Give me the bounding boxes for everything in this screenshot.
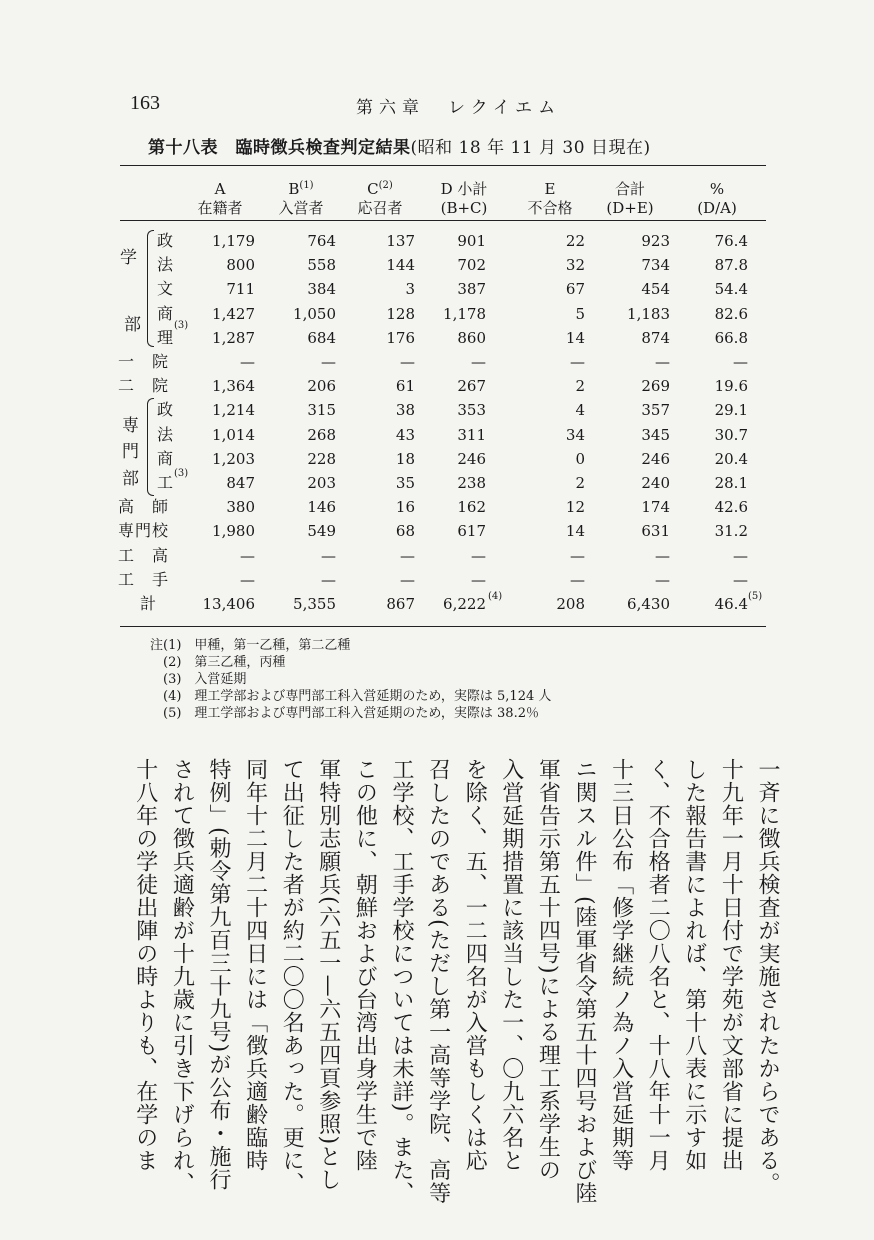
chapter-title: 第六章 レクイエム	[356, 98, 562, 118]
table-cell: 764	[307, 232, 336, 250]
table-cell: 206	[307, 377, 336, 396]
table-cell: 12	[565, 498, 585, 517]
table-cell: 68	[395, 522, 415, 541]
group-label-gakubu-2: 部	[124, 315, 141, 335]
table-cell: —	[471, 570, 486, 589]
table-cell: 13,406	[202, 595, 255, 613]
table-cell: 20.4	[714, 449, 748, 468]
row-label: 商	[157, 448, 174, 468]
table-cell: 345	[641, 425, 670, 444]
table-cell: 246	[641, 449, 670, 468]
table-cell: 2	[575, 474, 585, 492]
table-notes	[150, 637, 551, 722]
table-cell: —	[655, 570, 670, 589]
table-cell: 267	[457, 377, 486, 396]
table-cell: —	[240, 570, 255, 589]
table-cell: 901	[457, 232, 486, 250]
table-cell: —	[471, 353, 486, 371]
table-cell: 87.8	[714, 256, 748, 275]
table-cell: 30.7	[714, 425, 748, 444]
row-label: 二 院	[118, 376, 170, 396]
row-label: 工 手	[118, 569, 170, 589]
body-text-column: 一斉に徴兵検査が実施されたからである。	[755, 758, 780, 1195]
table-cell: 1,050	[293, 304, 336, 323]
table-title	[148, 133, 651, 158]
table-cell: 246	[457, 449, 486, 468]
table-cell: 203	[307, 474, 336, 492]
table-cell: —	[570, 353, 585, 371]
table-cell: 54.4	[714, 280, 748, 299]
table-cell: 454	[641, 280, 670, 299]
table-cell: —	[655, 546, 670, 565]
table-cell: 380	[226, 498, 255, 517]
group-label-senmon-3: 部	[122, 469, 139, 489]
column-header-top: D 小計	[440, 180, 488, 198]
table-cell: 711	[226, 280, 255, 299]
body-text-column: 軍省告示第五十四号)による理工系学生の	[535, 758, 561, 1182]
body-text-column: 軍特別志願兵(六五一—六五四頁参照)とし	[315, 758, 341, 1192]
column-header	[185, 176, 255, 218]
group-label-senmon-1: 専	[122, 416, 139, 436]
table-cell: 137	[386, 232, 415, 250]
row-label: 一 院	[118, 352, 170, 371]
table-cell: 1,014	[212, 425, 255, 444]
table-cell: 14	[565, 328, 585, 347]
brace-gakubu	[147, 230, 154, 347]
footnote-mark-total-pct: (5)	[748, 591, 763, 602]
table-cell: 1,427	[212, 304, 255, 323]
table-cell: —	[240, 353, 255, 371]
table-cell: 357	[641, 401, 670, 420]
column-header-bottom: (B+C)	[440, 199, 488, 217]
table-bottom-rule	[120, 626, 766, 627]
table-cell: 31.2	[714, 522, 748, 541]
table-cell: 702	[457, 256, 486, 275]
note-line: (4) 理工学部および専門部工科入営延期のため，実際は 5,124 人	[150, 689, 552, 704]
body-text-column: 同年十二月二十四日には「徴兵適齢臨時	[242, 758, 268, 1172]
row-label: 文	[157, 279, 174, 299]
brace-senmonbu	[147, 398, 154, 496]
row-label: 法	[157, 424, 174, 444]
table-cell: 353	[457, 401, 486, 420]
table-cell: 1,287	[212, 328, 255, 347]
table-cell: 29.1	[714, 401, 748, 420]
column-header-bottom: 入営者	[278, 199, 324, 217]
table-cell: 162	[457, 498, 486, 517]
table-cell: 176	[386, 328, 415, 347]
column-header-top: 合計	[614, 180, 645, 198]
table-cell: —	[471, 546, 486, 565]
table-cell: 311	[457, 425, 486, 444]
table-cell: 1,214	[212, 401, 255, 420]
column-header-bottom: 応召者	[357, 199, 403, 217]
table-cell: —	[733, 546, 748, 565]
table-cell: 268	[307, 425, 336, 444]
body-text-column: されて徴兵適齢が十九歳に引き下げられ、	[169, 758, 195, 1195]
row-label: 法	[157, 255, 174, 275]
note-line: 注(1) 甲種，第一乙種，第二乙種	[150, 638, 351, 653]
table-cell: 315	[307, 401, 336, 420]
body-text-column: を除く、五、一二四名が入営もしくは応	[462, 758, 488, 1172]
table-cell: 19.6	[714, 377, 748, 396]
footnote-mark-total-d: (4)	[488, 591, 503, 602]
footnote-mark-ri: (3)	[174, 320, 189, 331]
column-header	[682, 176, 752, 218]
body-text-column: く、不合格者二〇八名と、十八年十一月	[645, 758, 671, 1172]
footnote-mark-ko: (3)	[174, 468, 189, 479]
table-cell: 1,179	[212, 232, 255, 250]
table-cell: 2	[575, 377, 585, 396]
row-label: 理	[157, 327, 174, 347]
table-cell: 76.4	[714, 232, 748, 250]
page-number: 163	[130, 92, 160, 114]
table-cell: —	[321, 570, 336, 589]
table-cell: 35	[395, 474, 415, 492]
column-header	[345, 176, 415, 218]
table-cell: 208	[556, 595, 585, 613]
row-label: 工 高	[118, 545, 170, 565]
table-cell: 228	[307, 449, 336, 468]
table-cell: 5	[575, 304, 585, 323]
table-cell: —	[400, 546, 415, 565]
column-header-bottom: 不合格	[527, 199, 573, 217]
table-cell: 1,203	[212, 449, 255, 468]
table-cell: —	[733, 570, 748, 589]
table-cell: 3	[405, 280, 415, 299]
table-top-rule	[120, 165, 766, 166]
body-text-column: 工学校、工手学校については未詳)。また、	[389, 758, 414, 1205]
table-cell: 82.6	[714, 304, 748, 323]
table-cell: —	[321, 546, 336, 565]
table-cell: 923	[641, 232, 670, 250]
table-cell: 238	[457, 474, 486, 492]
table-cell: 4	[575, 401, 585, 420]
table-cell: —	[570, 546, 585, 565]
table-cell: 684	[307, 328, 336, 347]
column-header-top: A	[214, 180, 226, 198]
body-text-column: 十九年一月十日付で学苑が文部省に提出	[718, 758, 744, 1172]
column-header	[590, 176, 670, 218]
table-cell: 384	[307, 280, 336, 299]
table-cell: 14	[565, 522, 585, 541]
table-cell: 46.4	[714, 595, 748, 613]
column-header-bottom: (D/A)	[697, 199, 737, 217]
table-cell: 61	[395, 377, 415, 396]
row-label: 工	[157, 473, 174, 492]
table-cell: 1,178	[443, 304, 486, 323]
table-cell: 549	[307, 522, 336, 541]
table-title-date: (昭和 18 年 11 月 30 日現在)	[410, 138, 651, 158]
column-header-footnote: (2)	[378, 180, 393, 191]
body-text-column: て出征した者が約二〇〇名あった。更に、	[279, 758, 305, 1195]
column-header-top: C	[367, 180, 379, 198]
row-label: 専門校	[118, 521, 170, 541]
body-text-column: 十三日公布「修学継続ノ為ノ入営延期等	[608, 758, 634, 1172]
table-cell: 6,430	[627, 595, 670, 613]
note-line: (2) 第三乙種，丙種	[150, 655, 286, 670]
table-cell: —	[240, 546, 255, 565]
table-cell: —	[400, 570, 415, 589]
row-label: 計	[140, 594, 158, 613]
table-cell: —	[400, 353, 415, 371]
table-cell: 1,980	[212, 522, 255, 541]
table-cell: 174	[641, 498, 670, 517]
row-label: 高 師	[118, 497, 170, 517]
table-cell: 387	[457, 280, 486, 299]
column-header-bottom: 在籍者	[197, 199, 243, 217]
note-line: (3) 入営延期	[150, 672, 247, 687]
column-header-top: %	[709, 180, 725, 198]
table-cell: 800	[226, 256, 255, 275]
table-cell: —	[321, 353, 336, 371]
column-header-bottom: (D+E)	[606, 199, 654, 217]
body-text-column: した報告書によれば、第十八表に示す如	[681, 758, 707, 1172]
table-cell: 617	[457, 522, 486, 541]
column-header	[266, 176, 336, 218]
table-cell: 5,355	[293, 595, 336, 613]
body-text-column: 召したのである(ただし第一高等学院、高等	[425, 758, 451, 1205]
body-text-column: ニ関スル件」(陸軍省令第五十四号および陸	[572, 758, 597, 1205]
table-cell: 67	[565, 280, 585, 299]
table-cell: 0	[575, 449, 585, 468]
body-text-column: この他に、朝鮮および台湾出身学生で陸	[352, 758, 378, 1172]
table-cell: 874	[641, 328, 670, 347]
table-cell: —	[733, 353, 748, 371]
row-label: 商	[157, 303, 174, 323]
column-header	[515, 176, 585, 218]
table-cell: 28.1	[714, 474, 748, 492]
table-cell: 631	[641, 522, 670, 541]
table-cell: 32	[565, 256, 585, 275]
table-cell: 734	[641, 256, 670, 275]
group-label-senmon-2: 門	[122, 442, 139, 462]
table-cell: 269	[641, 377, 670, 396]
table-cell: 22	[565, 232, 585, 250]
row-label: 政	[157, 400, 174, 420]
column-header-top: B	[288, 180, 300, 198]
body-text-column: 入営延期措置に該当した一、〇九六名と	[498, 758, 524, 1172]
table-cell: —	[570, 570, 585, 589]
table-cell: 867	[386, 595, 415, 613]
table-cell: 558	[307, 256, 336, 275]
table-cell: 1,364	[212, 377, 255, 396]
table-cell: 34	[565, 425, 585, 444]
table-cell: 146	[307, 498, 336, 517]
table-cell: 16	[395, 498, 415, 517]
table-cell: —	[655, 353, 670, 371]
note-line: (5) 理工学部および専門部工科入営延期のため，実際は 38.2％	[150, 706, 539, 721]
body-text-column: 十八年の学徒出陣の時よりも、在学のま	[132, 758, 158, 1172]
row-label: 政	[157, 231, 174, 250]
table-cell: 144	[386, 256, 415, 275]
table-cell: 240	[641, 474, 670, 492]
table-cell: 128	[386, 304, 415, 323]
table-cell: 43	[395, 425, 415, 444]
table-cell: 6,222	[443, 595, 486, 613]
column-header-footnote: (1)	[299, 180, 314, 191]
table-cell: 38	[395, 401, 415, 420]
body-text-column: 特例」(勅令第九百三十九号)が公布・施行	[206, 758, 231, 1192]
table-cell: 66.8	[714, 328, 748, 347]
table-cell: 18	[395, 449, 415, 468]
column-header	[424, 176, 504, 218]
table-title-main: 第十八表 臨時徴兵検査判定結果	[148, 138, 411, 158]
table-cell: 42.6	[714, 498, 748, 517]
table-cell: 860	[457, 328, 486, 347]
table-cell: 1,183	[627, 304, 670, 323]
group-label-gakubu-1: 学	[120, 248, 137, 268]
column-header-top: E	[544, 180, 556, 198]
table-cell: 847	[226, 474, 255, 492]
table-header-rule	[120, 220, 766, 221]
